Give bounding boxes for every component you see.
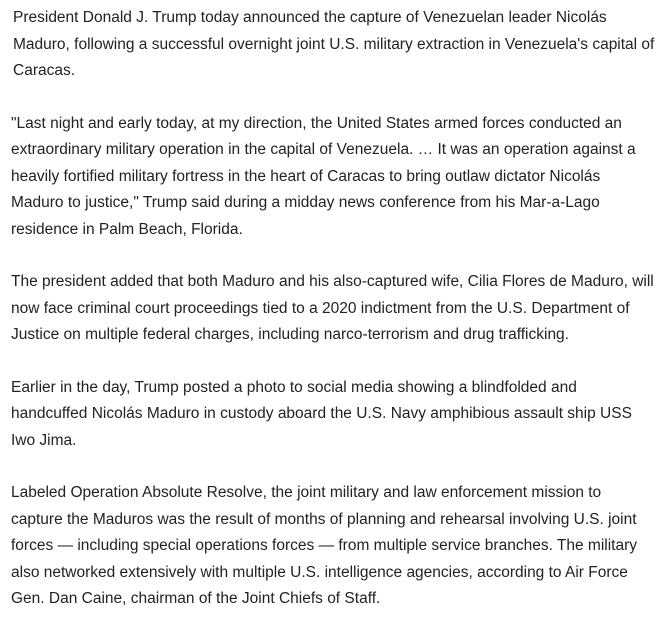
paragraph-spacer	[0, 349, 665, 375]
paragraph-trump-quote: "Last night and early today, at my direction, the United States armed forces conducted an extraordinary military operation in the capital of Venezuela. … It was an operation against a heavily fortified military fortress in the heart of Caracas to bring outlaw dictator Nicolás Maduro to justice," Trump said during a midday news conference from his Mar-a-Lago residence in Palm Beach, Florida.	[11, 114, 636, 238]
paragraph-capture-announcement: President Donald J. Trump today announced the capture of Venezuelan leader Nicolás Maduro, following a successful overnight joint U.S. military extraction in Venezuela's capital of Caracas.	[13, 9, 655, 79]
paragraph-operation-absolute-resolve: Labeled Operation Absolute Resolve, the joint military and law enforcement mission to capture the Maduros was the result of months of planning and rehearsal involving U.S. joint forces — including special operations forces — from multiple service branches. The military also networked extensively with multiple U.S. intelligence agencies, according to Air Force Gen. Dan Caine, chairman of the Joint Chiefs of Staff.	[11, 484, 637, 607]
paragraph-spacer	[0, 454, 665, 480]
paragraph-spacer	[0, 243, 665, 269]
paragraph-spacer	[0, 85, 665, 111]
paragraph-court-proceedings: The president added that both Maduro and his also-captured wife, Cilia Flores de Maduro, will now face criminal court proceedings tied to a 2020 indictment from the U.S. Department of Justice on multiple federal charges, including narco-terrorism and drug trafficking.	[11, 273, 654, 343]
paragraph-social-media-photo: Earlier in the day, Trump posted a photo to social media showing a blindfolded and handcuffed Nicolás Maduro in custody aboard the U.S. Navy amphibious assault ship USS Iwo Jima.	[11, 378, 632, 449]
